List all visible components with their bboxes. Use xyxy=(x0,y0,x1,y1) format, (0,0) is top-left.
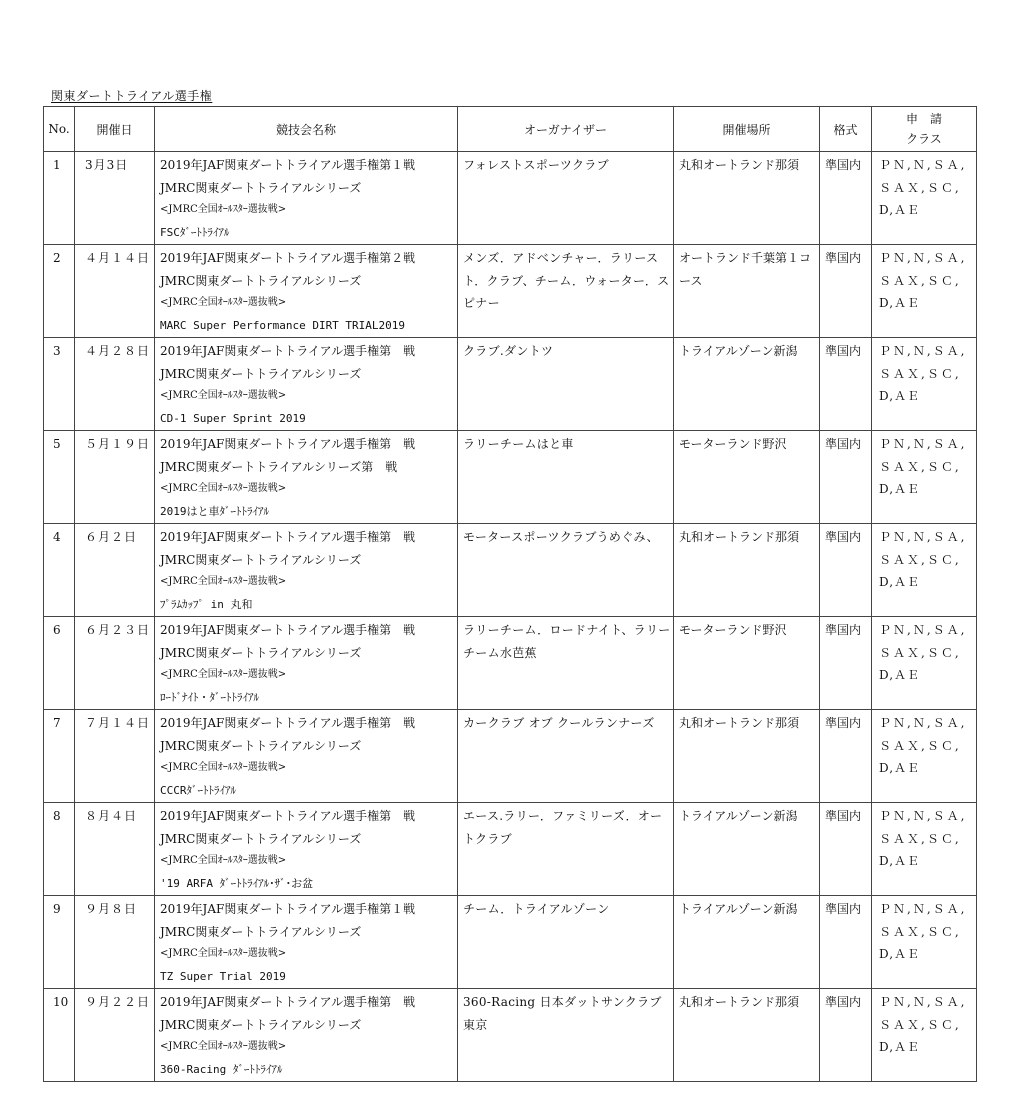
event-name-line: FSCﾀﾞｰﾄﾄﾗｲｱﾙ xyxy=(160,225,230,239)
table-row xyxy=(44,152,977,245)
header-format: 格式 xyxy=(820,107,872,152)
event-name-line: 2019年JAF関東ダートトライアル選手権第 戦 xyxy=(160,623,416,637)
cell-format: 準国内 xyxy=(820,803,872,896)
event-name-line: <JMRC全国ｵｰﾙｽﾀｰ選抜戦> xyxy=(160,669,287,680)
event-name-line: JMRC関東ダートトライアルシリーズ xyxy=(160,273,362,288)
cell-no: 9 xyxy=(44,896,75,989)
event-name-line: JMRC関東ダートトライアルシリーズ xyxy=(160,645,362,660)
cell-date: ５月１９日 xyxy=(75,431,155,524)
event-name-line: <JMRC全国ｵｰﾙｽﾀｰ選抜戦> xyxy=(160,483,287,494)
cell-apply-class xyxy=(872,710,977,803)
table-row xyxy=(44,617,977,710)
table-row xyxy=(44,524,977,617)
header-row xyxy=(44,107,977,152)
cell-event-name xyxy=(155,989,458,1082)
class-line: D,ＡＥ xyxy=(879,482,921,496)
cell-organizer: クラブ.ダントツ xyxy=(458,338,674,431)
cell-no: 5 xyxy=(44,431,75,524)
cell-date: 3月3日 xyxy=(75,152,155,245)
cell-date: ９月８日 xyxy=(75,896,155,989)
header-venue: 開催場所 xyxy=(674,107,820,152)
cell-date: ４月１４日 xyxy=(75,245,155,338)
cell-venue: モーターランド野沢 xyxy=(674,617,820,710)
event-name-line: MARC Super Performance DIRT TRIAL2019 xyxy=(160,318,406,332)
class-line: ＰＮ,Ｎ,ＳＡ, xyxy=(879,344,967,358)
class-line: ＳＡＸ,ＳＣ, xyxy=(879,645,961,660)
cell-apply-class xyxy=(872,989,977,1082)
class-line: D,ＡＥ xyxy=(879,668,921,682)
event-name-line: 2019年JAF関東ダートトライアル選手権第 戦 xyxy=(160,344,416,358)
cell-venue: オートランド千葉第１コース xyxy=(674,245,820,338)
cell-format: 準国内 xyxy=(820,152,872,245)
cell-format: 準国内 xyxy=(820,617,872,710)
cell-event-name xyxy=(155,617,458,710)
event-name-line: JMRC関東ダートトライアルシリーズ xyxy=(160,924,362,939)
cell-apply-class xyxy=(872,338,977,431)
cell-organizer: モータースポーツクラブうめぐみ、 xyxy=(458,524,674,617)
class-line: ＰＮ,Ｎ,ＳＡ, xyxy=(879,623,967,637)
header-date: 開催日 xyxy=(75,107,155,152)
schedule-table xyxy=(43,106,977,1082)
class-line: ＰＮ,Ｎ,ＳＡ, xyxy=(879,158,967,172)
class-line: ＳＡＸ,ＳＣ, xyxy=(879,831,961,846)
class-line: D,ＡＥ xyxy=(879,203,921,217)
class-line: ＰＮ,Ｎ,ＳＡ, xyxy=(879,251,967,265)
header-apply-class xyxy=(872,107,977,152)
cell-date: ７月１４日 xyxy=(75,710,155,803)
cell-organizer: エース.ラリー．ファミリーズ．オートクラブ xyxy=(458,803,674,896)
class-line: ＰＮ,Ｎ,ＳＡ, xyxy=(879,995,967,1009)
event-name-line: <JMRC全国ｵｰﾙｽﾀｰ選抜戦> xyxy=(160,204,287,215)
cell-apply-class xyxy=(872,524,977,617)
cell-apply-class xyxy=(872,803,977,896)
event-name-line: <JMRC全国ｵｰﾙｽﾀｰ選抜戦> xyxy=(160,855,287,866)
event-name-line: 2019年JAF関東ダートトライアル選手権第 戦 xyxy=(160,437,416,451)
event-name-line: 2019年JAF関東ダートトライアル選手権第２戦 xyxy=(160,251,416,265)
cell-event-name xyxy=(155,896,458,989)
event-name-line: 2019はと車ﾀﾞｰﾄﾄﾗｲｱﾙ xyxy=(160,504,269,518)
cell-date: ９月２２日 xyxy=(75,989,155,1082)
cell-venue: 丸和オートランド那須 xyxy=(674,989,820,1082)
table-row xyxy=(44,431,977,524)
event-name-line: <JMRC全国ｵｰﾙｽﾀｰ選抜戦> xyxy=(160,762,287,773)
cell-no: 3 xyxy=(44,338,75,431)
event-name-line: <JMRC全国ｵｰﾙｽﾀｰ選抜戦> xyxy=(160,390,287,401)
cell-no: 1 xyxy=(44,152,75,245)
event-name-line: CCCRﾀﾞｰﾄﾄﾗｲｱﾙ xyxy=(160,783,236,797)
class-line: ＳＡＸ,ＳＣ, xyxy=(879,459,961,474)
cell-organizer: ラリーチームはと車 xyxy=(458,431,674,524)
cell-venue: 丸和オートランド那須 xyxy=(674,152,820,245)
class-line: ＳＡＸ,ＳＣ, xyxy=(879,273,961,288)
cell-format: 準国内 xyxy=(820,245,872,338)
event-name-line: CD-1 Super Sprint 2019 xyxy=(160,411,306,425)
cell-venue: トライアルゾーン新潟 xyxy=(674,896,820,989)
cell-organizer: メンズ．アドベンチャー．ラリースト．クラブ、チーム．ウォーター．スピナー xyxy=(458,245,674,338)
cell-format: 準国内 xyxy=(820,896,872,989)
event-name-line: ﾌﾟﾗﾑｶｯﾌﾟ in 丸和 xyxy=(160,597,253,611)
event-name-line: TZ Super Trial 2019 xyxy=(160,969,286,983)
cell-venue: 丸和オートランド那須 xyxy=(674,524,820,617)
class-line: D,ＡＥ xyxy=(879,761,921,775)
cell-no: 7 xyxy=(44,710,75,803)
event-name-line: <JMRC全国ｵｰﾙｽﾀｰ選抜戦> xyxy=(160,948,287,959)
class-line: ＰＮ,Ｎ,ＳＡ, xyxy=(879,902,967,916)
class-line: ＰＮ,Ｎ,ＳＡ, xyxy=(879,530,967,544)
cell-no: 10 xyxy=(44,989,75,1082)
event-name-line: 2019年JAF関東ダートトライアル選手権第 戦 xyxy=(160,530,416,544)
cell-no: 8 xyxy=(44,803,75,896)
event-name-line: JMRC関東ダートトライアルシリーズ xyxy=(160,831,362,846)
cell-date: ８月４日 xyxy=(75,803,155,896)
class-line: D,ＡＥ xyxy=(879,947,921,961)
table-row xyxy=(44,245,977,338)
class-line: D,ＡＥ xyxy=(879,389,921,403)
cell-organizer: 360-Racing 日本ダットサンクラブ東京 xyxy=(458,989,674,1082)
event-name-line: 2019年JAF関東ダートトライアル選手権第 戦 xyxy=(160,716,416,730)
cell-date: ４月２８日 xyxy=(75,338,155,431)
event-name-line: 2019年JAF関東ダートトライアル選手権第１戦 xyxy=(160,902,416,916)
event-name-line: '19 ARFA ﾀﾞｰﾄﾄﾗｲｱﾙ･ｻﾞ･お盆 xyxy=(160,876,314,890)
event-name-line: JMRC関東ダートトライアルシリーズ xyxy=(160,366,362,381)
event-name-line: <JMRC全国ｵｰﾙｽﾀｰ選抜戦> xyxy=(160,297,287,308)
cell-date: ６月２日 xyxy=(75,524,155,617)
cell-event-name xyxy=(155,338,458,431)
class-line: D,ＡＥ xyxy=(879,296,921,310)
table-row xyxy=(44,710,977,803)
event-name-line: JMRC関東ダートトライアルシリーズ xyxy=(160,1017,362,1032)
class-line: ＳＡＸ,ＳＣ, xyxy=(879,366,961,381)
cell-no: 2 xyxy=(44,245,75,338)
header-organizer: オーガナイザー xyxy=(458,107,674,152)
cell-date: ６月２３日 xyxy=(75,617,155,710)
event-name-line: ﾛｰﾄﾞﾅｲﾄ・ﾀﾞｰﾄﾄﾗｲｱﾙ xyxy=(160,690,259,704)
event-name-line: JMRC関東ダートトライアルシリーズ第 戦 xyxy=(160,459,398,474)
class-line: D,ＡＥ xyxy=(879,575,921,589)
event-name-line: <JMRC全国ｵｰﾙｽﾀｰ選抜戦> xyxy=(160,1041,287,1052)
event-name-line: JMRC関東ダートトライアルシリーズ xyxy=(160,552,362,567)
cell-apply-class xyxy=(872,245,977,338)
class-line: ＰＮ,Ｎ,ＳＡ, xyxy=(879,437,967,451)
cell-event-name xyxy=(155,524,458,617)
event-name-line: <JMRC全国ｵｰﾙｽﾀｰ選抜戦> xyxy=(160,576,287,587)
class-line: ＳＡＸ,ＳＣ, xyxy=(879,552,961,567)
table-row xyxy=(44,989,977,1082)
cell-format: 準国内 xyxy=(820,431,872,524)
event-name-line: 2019年JAF関東ダートトライアル選手権第 戦 xyxy=(160,809,416,823)
table-row xyxy=(44,803,977,896)
cell-organizer: カークラブ オブ クールランナーズ xyxy=(458,710,674,803)
class-line: ＳＡＸ,ＳＣ, xyxy=(879,1017,961,1032)
cell-venue: トライアルゾーン新潟 xyxy=(674,338,820,431)
cell-organizer: ラリーチーム．ロードナイト、ラリーチーム水芭蕉 xyxy=(458,617,674,710)
cell-venue: モーターランド野沢 xyxy=(674,431,820,524)
cell-format: 準国内 xyxy=(820,710,872,803)
event-name-line: JMRC関東ダートトライアルシリーズ xyxy=(160,180,362,195)
table-row xyxy=(44,338,977,431)
class-line: D,ＡＥ xyxy=(879,854,921,868)
header-apply-line2: クラス xyxy=(906,132,942,146)
table-row xyxy=(44,896,977,989)
cell-organizer: チーム．トライアルゾーン xyxy=(458,896,674,989)
cell-organizer: フォレストスポーツクラブ xyxy=(458,152,674,245)
event-name-line: 360-Racing ﾀﾞｰﾄﾄﾗｲｱﾙ xyxy=(160,1062,283,1076)
event-name-line: 2019年JAF関東ダートトライアル選手権第１戦 xyxy=(160,158,416,172)
class-line: ＳＡＸ,ＳＣ, xyxy=(879,924,961,939)
cell-venue: トライアルゾーン新潟 xyxy=(674,803,820,896)
cell-event-name xyxy=(155,431,458,524)
cell-event-name xyxy=(155,152,458,245)
event-name-line: JMRC関東ダートトライアルシリーズ xyxy=(160,738,362,753)
cell-no: 4 xyxy=(44,524,75,617)
cell-event-name xyxy=(155,710,458,803)
cell-apply-class xyxy=(872,896,977,989)
class-line: D,ＡＥ xyxy=(879,1040,921,1054)
class-line: ＰＮ,Ｎ,ＳＡ, xyxy=(879,716,967,730)
cell-apply-class xyxy=(872,152,977,245)
cell-no: 6 xyxy=(44,617,75,710)
page-title: 関東ダートトライアル選手権 xyxy=(51,89,213,103)
cell-event-name xyxy=(155,245,458,338)
cell-event-name xyxy=(155,803,458,896)
class-line: ＰＮ,Ｎ,ＳＡ, xyxy=(879,809,967,823)
cell-apply-class xyxy=(872,617,977,710)
header-name: 競技会名称 xyxy=(155,107,458,152)
class-line: ＳＡＸ,ＳＣ, xyxy=(879,738,961,753)
cell-apply-class xyxy=(872,431,977,524)
cell-format: 準国内 xyxy=(820,524,872,617)
cell-venue: 丸和オートランド那須 xyxy=(674,710,820,803)
cell-format: 準国内 xyxy=(820,989,872,1082)
header-no: No. xyxy=(44,107,75,152)
cell-format: 準国内 xyxy=(820,338,872,431)
class-line: ＳＡＸ,ＳＣ, xyxy=(879,180,961,195)
event-name-line: 2019年JAF関東ダートトライアル選手権第 戦 xyxy=(160,995,416,1009)
header-apply-line1: 申 請 xyxy=(905,112,942,126)
